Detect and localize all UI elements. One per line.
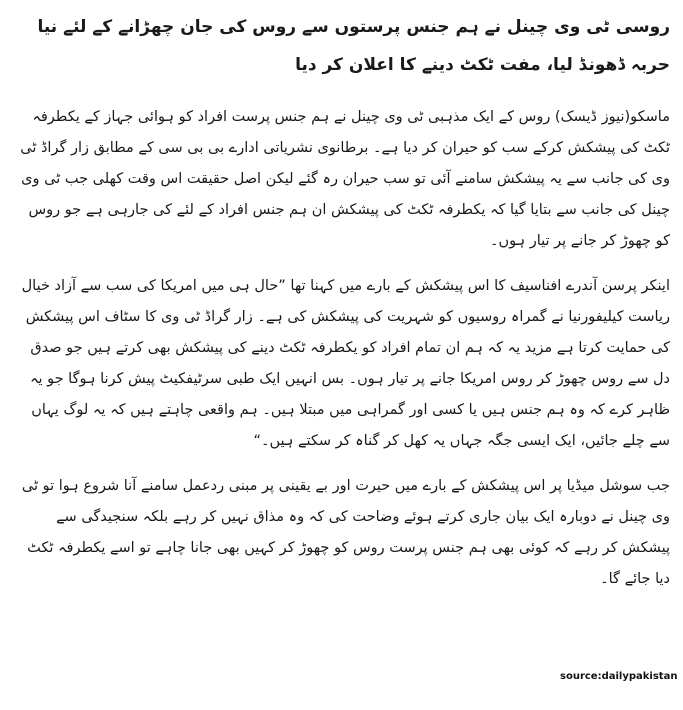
article-paragraph-1: ماسکو(نیوز ڈیسک) روس کے ایک مذہبی ٹی وی چینل نے ہم جنس پرست افراد کو ہوائی جہاز کے یکطرفہ ٹکٹ کی پیشکش کرکے سب کو حیران کر دیا ہے۔ برطانوی نشریاتی ادارے بی بی سی کے مطابق زار گراڈ ٹی وی کی جانب سے یہ پیشکش سامنے آئی تو سب حیران رہ گئے لیکن اصل حقیقت اس وقت کھلی جب ٹی وی چینل کی جانب سے بتایا گیا کہ یکطرفہ ٹکٹ کی پیشکش ان ہم جنس افراد کے لئے کی جارہی ہے جو روس کو چھوڑ کر جانے پر تیار ہوں۔: [20, 109, 670, 249]
source-credit: source:dailypakistan: [560, 671, 678, 682]
article-headline: روسی ٹی وی چینل نے ہم جنس پرستوں سے روس کی جان چھڑانے کے لئے نیا حربہ ڈھونڈ لیا، مفت ٹکٹ دینے کا اعلان کر دیا: [37, 17, 670, 75]
article: [12, 8, 670, 595]
article-paragraph-2: اینکر پرسن آندرے افناسیف کا اس پیشکش کے بارے میں کہنا تھا ”حال ہی میں امریکا کی سب سے آزاد خیال ریاست کیلیفورنیا نے گمراہ روسیوں کو شہریت کی پیشکش کی ہے۔ زار گراڈ ٹی وی کا سٹاف اس پیشکش کی حمایت کرتا ہے مزید یہ کہ ہم ان تمام افراد کو یکطرفہ ٹکٹ دینے کی پیشکش بھی کرتے ہیں جو صدق دل سے روس چھوڑ کر روس امریکا جانے پر تیار ہوں۔ بس انہیں ایک طبی سرٹیفکیٹ پیش کرنا ہوگا جو یہ ظاہر کرے کہ وہ ہم جنس ہیں یا کسی اور گمراہی میں مبتلا ہیں۔ ہم واقعی چاہتے ہیں کہ یہ لوگ یہاں سے چلے جائیں، ایک ایسی جگہ جہاں یہ کھل کر گناہ کر سکتے ہیں۔“: [21, 278, 670, 449]
article-paragraph-3: جب سوشل میڈیا پر اس پیشکش کے بارے میں حیرت اور بے یقینی پر مبنی ردعمل سامنے آنا شروع ہوا تو ٹی وی چینل نے دوبارہ ایک بیان جاری کرتے ہوئے وضاحت کی کہ وہ مذاق نہیں کر رہے بلکہ سنجیدگی سے پیشکش کر رہے کہ کوئی بھی ہم جنس پرست روس کو چھوڑ کر کہیں بھی جانا چاہے تو اسے یکطرفہ ٹکٹ دیا جائے گا۔: [21, 478, 670, 587]
